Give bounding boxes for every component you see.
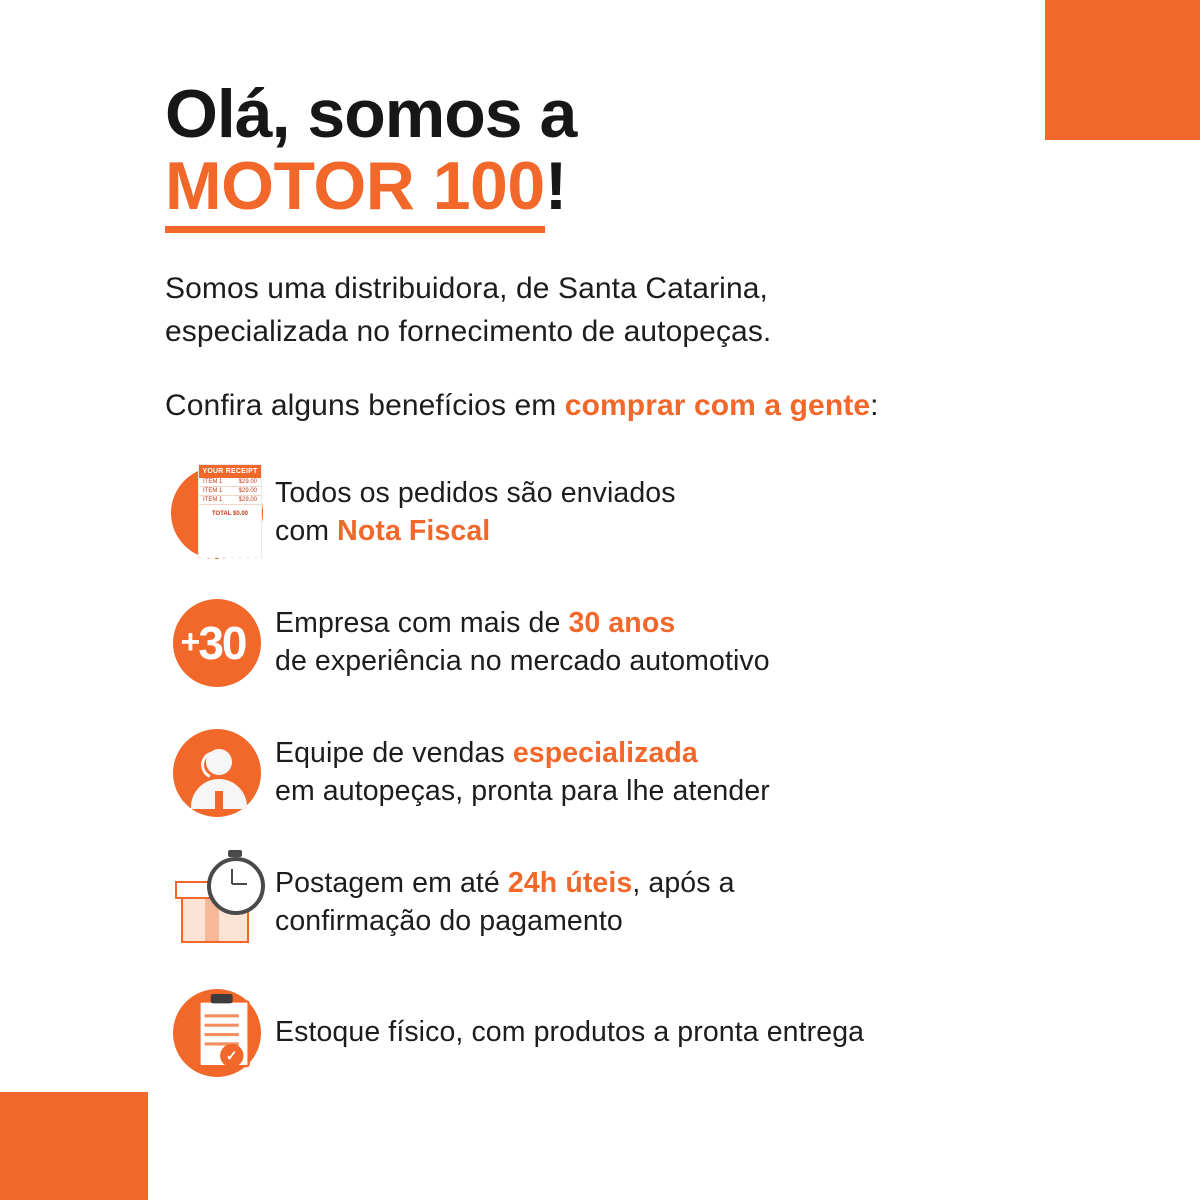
- benefit-text: [269, 605, 770, 681]
- main-content: [165, 78, 1065, 1115]
- benefits-list: [165, 465, 1065, 1081]
- receipt-icon: [165, 465, 269, 561]
- benefit-line1-prefix: Empresa com mais de: [275, 607, 569, 640]
- check-icon: ✓: [220, 1044, 243, 1067]
- stopwatch-icon: [207, 857, 265, 915]
- intro-line-1: Somos uma distribuidora, de Santa Catarina,: [165, 272, 768, 306]
- receipt-header-text: YOUR RECEIPT: [199, 465, 261, 478]
- clipboard-check-icon: [165, 985, 269, 1081]
- decorative-corner-bottom-left: [0, 1092, 148, 1200]
- receipt-row-left: ITEM 1: [203, 479, 223, 486]
- years-badge-icon: [165, 595, 269, 691]
- benefit-line2-prefix: com: [275, 515, 338, 548]
- benefit-line1-prefix: Postagem em até: [275, 867, 508, 900]
- list-item: [165, 465, 1065, 561]
- receipt-row-left: ITEM 1: [203, 497, 223, 504]
- page-title-line1: Olá, somos a: [165, 76, 577, 152]
- list-item: [165, 985, 1065, 1081]
- years-badge-plus: +: [180, 623, 199, 662]
- benefits-lead: [165, 389, 1065, 423]
- brand-exclamation: !: [544, 148, 567, 225]
- receipt-total-text: TOTAL $0.00: [211, 511, 248, 518]
- support-agent-icon: [165, 725, 269, 821]
- page-title-line2: [165, 148, 1065, 225]
- benefits-lead-prefix: Confira alguns benefícios em: [165, 389, 565, 423]
- benefit-text: [269, 735, 770, 811]
- receipt-row-right: $29.00: [238, 479, 257, 486]
- benefit-text: [269, 475, 676, 551]
- years-badge-number: 30: [198, 617, 246, 670]
- benefit-line1-suffix: , após a: [632, 867, 735, 900]
- benefit-text: [269, 1014, 864, 1052]
- intro-paragraph: [165, 268, 1065, 353]
- intro-line-2: especializada no fornecimento de autopeças.: [165, 314, 772, 348]
- list-item: [165, 855, 1065, 951]
- benefit-text: [269, 865, 735, 941]
- receipt-row-right: $29.00: [238, 497, 257, 504]
- benefit-line1: Todos os pedidos são enviados: [275, 477, 676, 510]
- benefits-lead-highlight: comprar com a gente: [564, 389, 871, 423]
- box-stopwatch-icon: [165, 855, 269, 951]
- receipt-row-right: $29.00: [238, 488, 257, 495]
- benefit-line1-highlight: 30 anos: [568, 607, 676, 640]
- brand-name: MOTOR 100: [165, 148, 545, 233]
- benefits-lead-suffix: :: [870, 389, 879, 423]
- benefit-line1-highlight: 24h úteis: [507, 867, 633, 900]
- receipt-row-left: ITEM 1: [203, 488, 223, 495]
- benefit-line2-highlight: Nota Fiscal: [337, 515, 491, 548]
- benefit-line2: em autopeças, pronta para lhe atender: [275, 775, 770, 808]
- benefit-line1-highlight: especializada: [512, 737, 698, 770]
- benefit-line2: de experiência no mercado automotivo: [275, 645, 770, 678]
- benefit-line1-prefix: Equipe de vendas: [275, 737, 513, 770]
- decorative-corner-top-right: [1045, 0, 1200, 140]
- benefit-line2: confirmação do pagamento: [275, 905, 623, 938]
- list-item: [165, 595, 1065, 691]
- list-item: [165, 725, 1065, 821]
- benefit-line1: Estoque físico, com produtos a pronta entrega: [275, 1016, 865, 1049]
